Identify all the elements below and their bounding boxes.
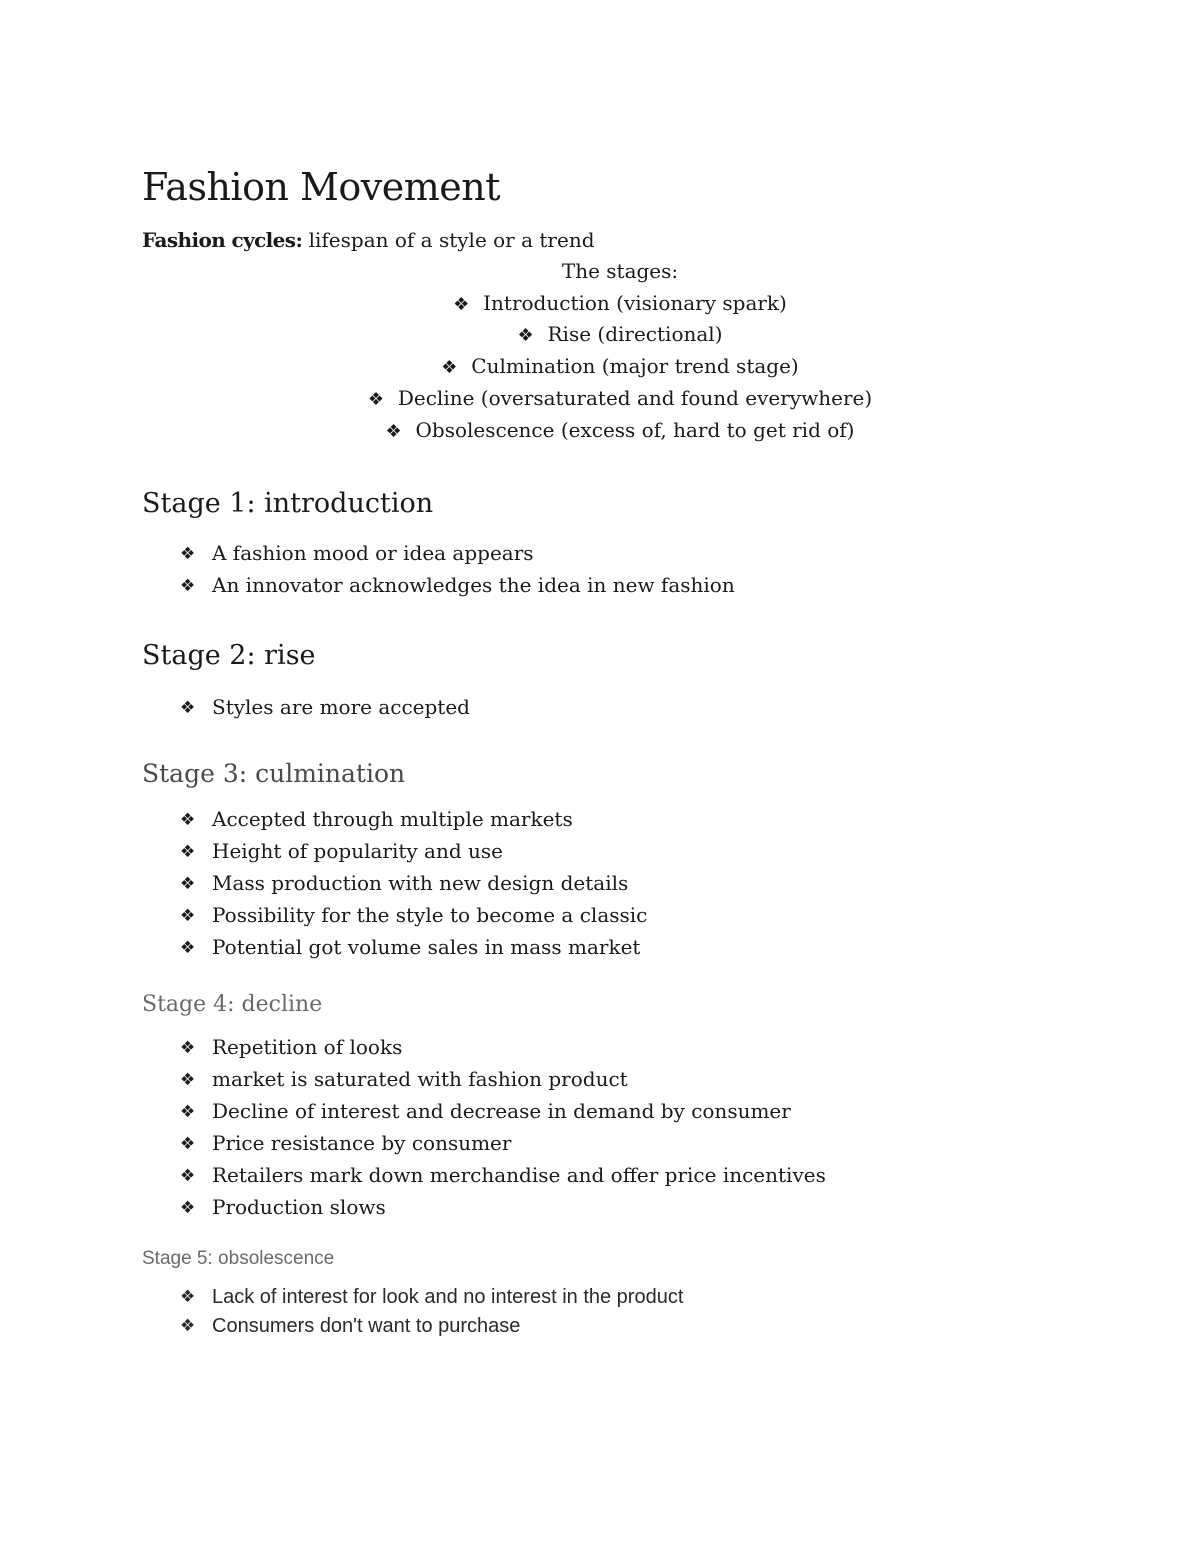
diamond-bullet-icon: ❖ [180,1070,196,1090]
diamond-bullet-icon: ❖ [180,1287,196,1307]
list-item-text: market is saturated with fashion product [212,1067,628,1091]
diamond-bullet-icon: ❖ [441,357,458,378]
section-list [180,1284,683,1341]
diamond-bullet-icon: ❖ [180,1198,196,1218]
list-item [180,694,470,726]
list-item-text: Retailers mark down merchandise and offer price incentives [212,1163,826,1187]
list-item [180,838,647,870]
diamond-bullet-icon: ❖ [180,874,196,894]
list-item-text: Mass production with new design details [212,871,629,895]
diamond-bullet-icon: ❖ [453,294,470,315]
list-item [180,902,647,934]
stages-item-text: Rise (directional) [547,322,723,346]
diamond-bullet-icon: ❖ [180,1134,196,1154]
list-item-text: Production slows [212,1195,386,1219]
stages-item-text: Introduction (visionary spark) [483,291,787,315]
list-item [180,572,735,604]
list-item-text: Repetition of looks [212,1035,403,1059]
diamond-bullet-icon: ❖ [180,1038,196,1058]
list-item-text: Potential got volume sales in mass market [212,935,641,959]
section-list [180,1034,826,1226]
list-item-text: Accepted through multiple markets [212,807,573,831]
fashion-cycles-term: Fashion cycles: [142,228,303,252]
list-item-text: Possibility for the style to become a classic [212,903,648,927]
list-item [180,934,647,966]
fashion-cycles-definition [142,227,595,253]
diamond-bullet-icon: ❖ [180,1102,196,1122]
stages-item [0,417,1200,445]
stages-item-text: Obsolescence (excess of, hard to get rid of) [415,418,855,442]
list-item [180,806,647,838]
section-heading: Stage 2: rise [142,640,316,671]
list-item-text: Price resistance by consumer [212,1131,512,1155]
diamond-bullet-icon: ❖ [180,1315,196,1336]
list-item [180,1313,683,1342]
stages-item [0,321,1200,349]
list-item-text: Decline of interest and decrease in demand by consumer [212,1099,791,1123]
fashion-cycles-text: lifespan of a style or a trend [308,228,595,252]
list-item [180,540,735,572]
diamond-bullet-icon: ❖ [180,698,196,718]
diamond-bullet-icon: ❖ [180,1166,196,1186]
stages-item [0,353,1200,381]
list-item [180,1194,826,1226]
section-heading: Stage 5: obsolescence [142,1248,335,1269]
list-item [180,870,647,902]
diamond-bullet-icon: ❖ [385,421,402,442]
list-item-text: A fashion mood or idea appears [212,541,534,565]
section-list [180,540,735,604]
section-heading: Stage 4: decline [142,992,323,1017]
page-title: Fashion Movement [142,165,501,209]
stages-heading: The stages: [561,259,679,283]
section-heading: Stage 3: culmination [142,759,406,788]
list-item-text: Consumers don't want to purchase [212,1314,521,1337]
section-list [180,806,647,966]
list-item [180,1098,826,1130]
diamond-bullet-icon: ❖ [367,389,384,410]
stages-item [0,290,1200,318]
list-item-text: Lack of interest for look and no interest in the product [212,1286,684,1308]
section-list [180,694,470,726]
stages-item [0,385,1200,413]
stages-item-text: Culmination (major trend stage) [471,354,799,378]
list-item [180,1284,683,1313]
list-item [180,1162,826,1194]
section-heading: Stage 1: introduction [142,488,434,519]
diamond-bullet-icon: ❖ [180,842,196,862]
list-item-text: An innovator acknowledges the idea in new fashion [212,573,735,597]
list-item [180,1130,826,1162]
diamond-bullet-icon: ❖ [180,938,196,958]
list-item [180,1034,826,1066]
diamond-bullet-icon: ❖ [180,544,196,564]
list-item-text: Height of popularity and use [212,839,503,863]
diamond-bullet-icon: ❖ [517,325,534,346]
list-item [180,1066,826,1098]
diamond-bullet-icon: ❖ [180,906,196,926]
stages-item-text: Decline (oversaturated and found everywhere) [397,386,873,410]
diamond-bullet-icon: ❖ [180,810,196,830]
list-item-text: Styles are more accepted [212,695,470,719]
diamond-bullet-icon: ❖ [180,576,196,596]
